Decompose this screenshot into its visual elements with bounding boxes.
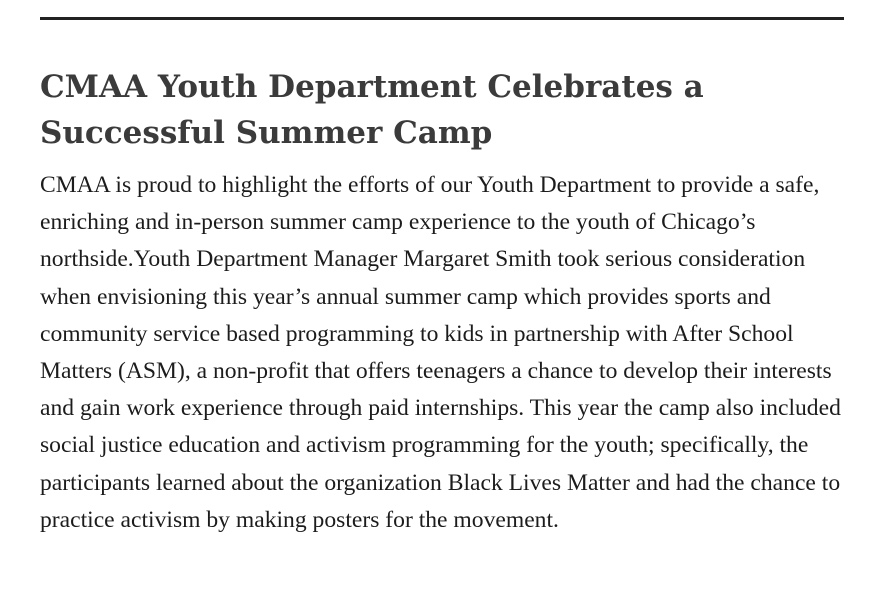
top-divider bbox=[40, 17, 844, 20]
article-headline: CMAA Youth Department Celebrates a Successful Summer Camp bbox=[40, 69, 704, 151]
article bbox=[40, 0, 844, 539]
article-body: CMAA is proud to highlight the efforts of our Youth Department to provide a safe, enriching and in-person summer camp experience to the youth of Chicago’s northside.Youth Department Manager Margaret Smith took serious consideration when envisioning this year’s annual summer camp which provides sports and community service based programming to kids in partnership with After School Matters (ASM), a non-profit that offers teenagers a chance to develop their interests and gain work experience through paid internships. This year the camp also included social justice education and activism programming for the youth; specifically, the participants learned about the organization Black Lives Matter and had the chance to practice activism by making posters for the movement. bbox=[40, 172, 841, 533]
